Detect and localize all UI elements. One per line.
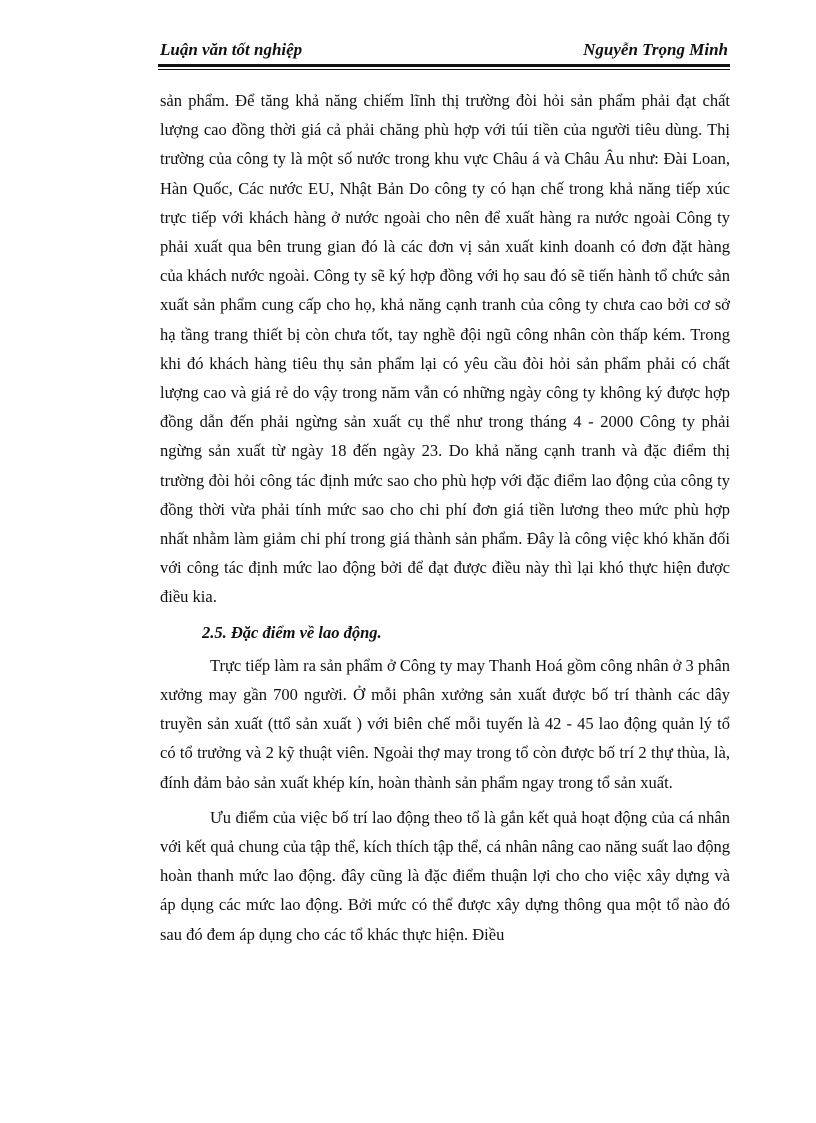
- document-body: [160, 86, 730, 949]
- header-rule-thick: [158, 64, 730, 67]
- page-header: [158, 38, 730, 66]
- header-rule-thin: [158, 69, 730, 70]
- header-author-name: Nguyễn Trọng Minh: [583, 40, 728, 59]
- paragraph-market: sản phẩm. Để tăng khả năng chiếm lĩnh thị trường đòi hỏi sản phẩm phải đạt chất lượng cao đồng thời giá cả phải chăng phù hợp với túi tiền của người tiêu dùng. Thị trường của công ty là một số nước trong khu vực Châu á và Châu Âu như: Đài Loan, Hàn Quốc, Các nước EU, Nhật Bản Do công ty có hạn chế trong khả năng tiếp xúc trực tiếp với khách hàng ở nước ngoài cho nên để xuất hàng ra nước ngoài Công ty phải xuất qua bên trung gian đó là các đơn vị sản xuất kinh doanh có đơn đặt hàng của khách nước ngoài. Công ty sẽ ký hợp đồng với họ sau đó sẽ tiến hành tổ chức sản xuất sản phẩm cung cấp cho họ, khả năng cạnh tranh của công ty chưa cao bởi cơ sở hạ tầng trang thiết bị còn chưa tốt, tay nghề đội ngũ công nhân còn thấp kém. Trong khi đó khách hàng tiêu thụ sản phẩm lại có yêu cầu đòi hỏi sản phẩm phải có chất lượng cao và giá rẻ do vậy trong năm vẫn có những ngày công ty không ký được hợp đồng dẫn đến phải ngừng sản xuất cụ thể như trong tháng 4 - 2000 Công ty phải ngừng sản xuất từ ngày 18 đến ngày 23. Do khả năng cạnh tranh và đặc điểm thị trường đòi hỏi công tác định mức sao cho phù hợp với đặc điểm lao động của công ty đồng thời vừa phải tính mức sao cho chi phí đơn giá tiền lương theo mức phù hợp nhất nhằm làm giảm chi phí trong giá thành sản phẩm. Đây là công việc khó khăn đối với công tác định mức lao động bởi để đạt được điều này thì lại khó thực hiện được điều kia.: [160, 91, 730, 607]
- section-heading: 2.5. Đặc điểm về lao động.: [202, 622, 382, 642]
- header-thesis-label: Luận văn tốt nghiệp: [160, 40, 303, 59]
- paragraph-advantages: Ưu điểm của việc bố trí lao động theo tổ là gắn kết quả hoạt động của cá nhân với kết quả chung của tập thể, kích thích tập thể, cá nhân nâng cao năng suất lao động hoàn thanh mức lao động. đây cũng là đặc điểm thuận lợi cho cho việc xây dựng và áp dụng các mức lao động. Bởi mức có thể được xây dựng thông qua một tổ nào đó sau đó đem áp dụng cho các tổ khác thực hiện. Điều: [160, 807, 730, 944]
- paragraph-labor: Trực tiếp làm ra sản phẩm ở Công ty may Thanh Hoá gồm công nhân ở 3 phân xưởng may gần 700 người. Ở mỗi phân xưởng sản xuất được bố trí thành các dây truyền sản xuất (ttổ sản xuất ) với biên chế mỗi tuyến là 42 - 45 lao động quản lý tổ có tổ trưởng và 2 kỹ thuật viên. Ngoài thợ may trong tổ còn được bố trí 2 thự thùa, là, đính đảm bảo sản xuất khép kín, hoàn thành sản phẩm ngay trong tổ sản xuất.: [160, 655, 730, 792]
